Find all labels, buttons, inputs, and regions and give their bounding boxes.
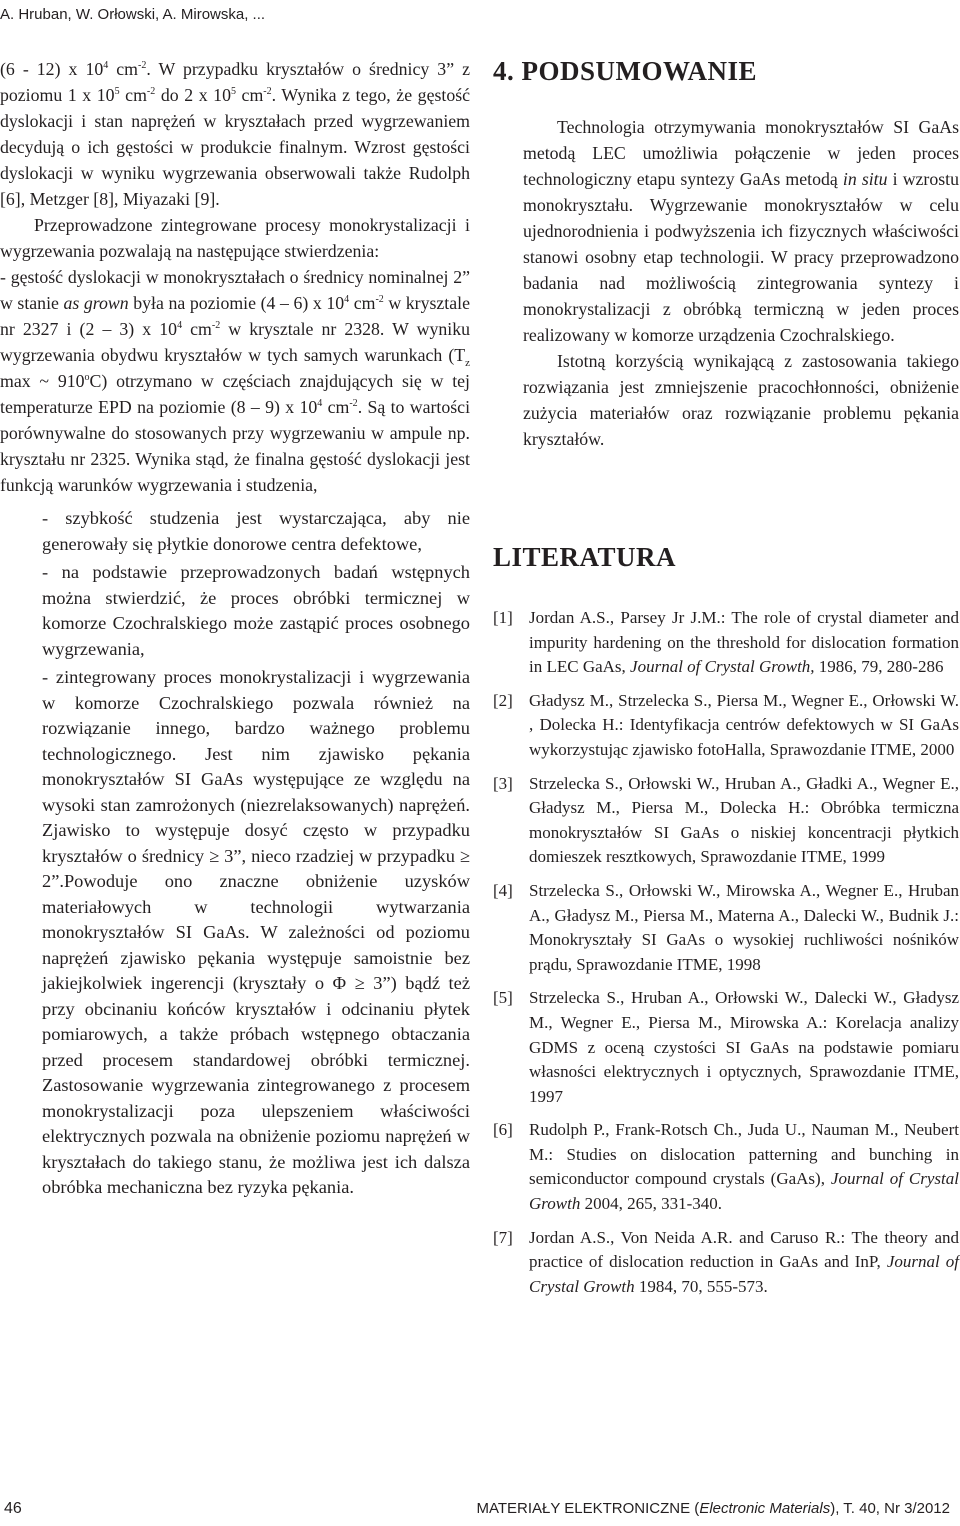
- reference-item: [2] Gładysz M., Strzelecka S., Piersa M., Wegner E., Orłowski W. , Dolecka H.: Identyfikacja centrów defektowych w SI GaAs wykorzystując zjawisko fotoHalla, Sprawozdanie ITME, 2000: [493, 690, 959, 759]
- summary-paragraph: Istotną korzyścią wynikającą z zastosowania takiego rozwiązania jest zmniejszenie pracochłonności, obniżenie zużycia materiałów oraz rozwiązanie problemu pękania kryształów.: [523, 351, 959, 449]
- list-item: - zintegrowany proces monokrystalizacji i wygrzewania w komorze Czochralskiego pozwala również na rozwiązanie innego, bardzo ważnego problemu technologicznego. Jest nim zjawisko pękania monokryształów SI GaAs występujące ze względu na wysoki stan zamrożonych (niezrelaksowanych) naprężeń. Zjawisko to występuje dosyć często w przypadku kryształów o średnicy ≥ 3”, nieco rzadziej w przypadku ≥ 2”.Powoduje ono znaczne obniżenie uzysków materiałowych w technologii wytwarzania monokryształów SI GaAs. W zależności od poziomu naprężeń zjawisko pękania występuje samoistnie bez jakiejkolwiek ingerencji (kryształy o Φ ≥ 3”) bądź też przy obcinaniu końców kryształów i odcinaniu płytek pomiarowych, a także próbach wstępnego obtaczania przed procesem standardowej obróbki termicznej. Zastosowanie wygrzewania zintegrowanego z procesem monokrystalizacji poza ulepszeniem właściwości elektrycznych pozwala na obniżenie poziomu naprężeń w kryształach do takiego stanu, że możliwa jest ich dalsza obróbka mechaniczna bez ryzyka pękania.: [42, 667, 470, 1197]
- list-item: - szybkość studzenia jest wystarczająca, aby nie generowały się płytkie donorowe centra defektowe,: [42, 508, 470, 554]
- paragraph-findings: - gęstość dyslokacji w monokryształach o średnicy nominalnej 2” w stanie as grown była na poziomie (4 – 6) x $10^4$ $cm^{-2}$ w krysztale nr 2327 i (2 – 3) x $10^4$ $cm^{-2}$ w krysztale nr 2328. W wyniku wygrzewania obydwu kryształów w tych samych warunkach ($T_z$ max ~ 910$^o$C) otrzymano w częściach znajdujących się w tej temperaturze EPD na poziomie (8 – 9) x $10^4$ $cm^{-2}$. Są to wartości porównywalne do stosowanych przy wygrzewaniu w ampule np. kryształu nr 2325. Wynika stąd, że finalna gęstość dyslokacji jest funkcją warunków wygrzewania i studzenia,: [0, 267, 471, 495]
- section-title-literature: LITERATURA: [493, 542, 677, 572]
- page-number: 46: [4, 1500, 22, 1517]
- reference-item: [3] Strzelecka S., Orłowski W., Hruban A., Gładki A., Wegner E., Gładysz M., Piersa M., Dolecka H.: Obróbka termiczna monokryształów SI GaAs o niskiej koncentracji płytkich domieszek resztkowych, Sprawozdanie ITME, 1999: [493, 773, 959, 867]
- paragraph-dislocation-density: (6 - 12) x $10^4$ $cm^{-2}$. W przypadku kryształów o średnicy 3” z poziomu 1 x $10^5$ $cm^{-2}$ do 2 x $10^5$ $cm^{-2}$. Wynika z tego, że gęstość dyslokacji i stan naprężeń w kryształach przed wygrzewaniem decydują o ich gęstości w produkcie finalnym. Wzrost gęstości dyslokacji w wyniku wygrzewania obserwowali także Rudolph [6], Metzger [8], Miyazaki [9].: [0, 59, 471, 209]
- reference-item: [6] Rudolph P., Frank-Rotsch Ch., Juda U., Nauman M., Neubert M.: Studies on dislocation patterning and bunching in semiconductor compound crystals (GaAs), Journal of Crystal Growth 2004, 265, 331-340.: [493, 1120, 959, 1214]
- left-column: [0, 56, 470, 1204]
- paragraph-conclusions-intro: Przeprowadzone zintegrowane procesy monokrystalizacji i wygrzewania pozwalają na następujące stwierdzenia:: [0, 215, 470, 261]
- summary-paragraph: Technologia otrzymywania monokryształów SI GaAs metodą LEC umożliwia połączenie w jeden proces technologiczny etapu syntezy GaAs metodą in situ i wzrostu monokryształu. Wygrzewanie monokryształów w celu ujednorodnienia i podwyższenia ich fizycznych właściwości stanowi osobny etap technologii. W pracy przeprowadzono badania nad możliwością zintegrowania syntezy i monokrystalizacji z obróbką termiczną w jeden proces realizowany w komorze urządzenia Czochralskiego.: [523, 117, 959, 345]
- right-column: [493, 56, 959, 1308]
- reference-item: [1] Jordan A.S., Parsey Jr J.M.: The role of crystal diameter and impurity hardening on the threshold for dislocation formation in LEC GaAs, Journal of Crystal Growth, 1986, 79, 280-286: [493, 608, 959, 677]
- reference-item: [5] Strzelecka S., Hruban A., Orłowski W., Dalecki W., Gładysz M., Wegner E., Piersa M., Mirowska A.: Korelacja analizy GDMS z oceną czystości SI GaAs na podstawie pomiaru własności elektrycznych i optycznych, Sprawozdanie ITME, 1997: [493, 988, 959, 1106]
- summary-body: [493, 114, 959, 452]
- journal-citation: MATERIAŁY ELEKTRONICZNE (Electronic Materials), T. 40, Nr 3/2012: [476, 1500, 950, 1517]
- running-header: A. Hruban, W. Orłowski, A. Mirowska, ...: [0, 6, 266, 23]
- findings-list: [0, 506, 470, 1201]
- reference-item: [4] Strzelecka S., Orłowski W., Mirowska A., Wegner E., Hruban A., Gładysz M., Piersa M., Materna A., Dalecki W., Budnik J.: Monokryształy SI GaAs o wysokiej ruchliwości nośników prądu, Sprawozdanie ITME, 1998: [493, 880, 959, 974]
- reference-item: [7] Jordan A.S., Von Neida A.R. and Caruso R.: The theory and practice of dislocation reduction in GaAs and InP, Journal of Crystal Growth 1984, 70, 555-573.: [493, 1227, 959, 1296]
- list-item: - na podstawie przeprowadzonych badań wstępnych można stwierdzić, że proces obróbki termicznej w komorze Czochralskiego może zastąpić proces osobnego wygrzewania,: [42, 562, 470, 659]
- reference-list: [493, 606, 959, 1299]
- section-title-summary: 4. PODSUMOWANIE: [493, 56, 758, 86]
